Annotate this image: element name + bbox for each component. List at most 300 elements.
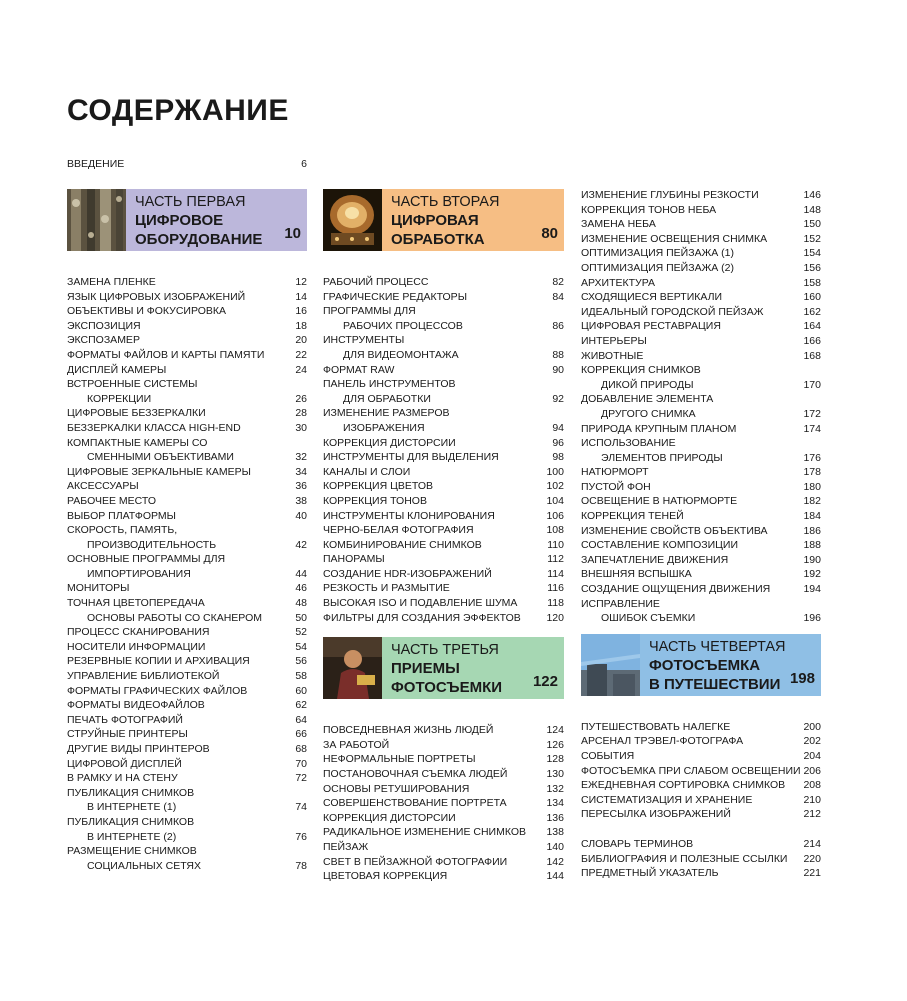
entry-title: РЕЗКОСТЬ И РАЗМЫТИЕ (323, 582, 450, 595)
toc-entry[interactable] (581, 749, 821, 764)
entry-title: КОРРЕКЦИЯ ЦВЕТОВ (323, 480, 433, 493)
toc-entry[interactable] (581, 363, 821, 378)
entry-title: ОПТИМИЗАЦИЯ ПЕЙЗАЖА (1) (581, 247, 735, 260)
entry-page: 170 (803, 378, 821, 391)
toc-entry[interactable] (67, 509, 307, 524)
toc-entry[interactable] (323, 363, 564, 378)
part1-entries (67, 275, 307, 873)
entry-title: КАНАЛЫ И СЛОИ (323, 465, 411, 478)
entry-title: ФОРМАТ RAW (323, 363, 395, 376)
toc-entry[interactable] (323, 767, 564, 782)
entry-title: ЦИФРОВОЙ ДИСПЛЕЙ (67, 757, 182, 770)
entry-page: 82 (552, 276, 564, 288)
toc-entry[interactable] (581, 494, 821, 509)
toc-entry[interactable] (67, 436, 307, 451)
entry-title: ИНТЕРЬЕРЫ (581, 334, 647, 347)
entry-title: ЭКСПОЗИЦИЯ (67, 319, 141, 332)
toc-entry[interactable] (323, 825, 564, 840)
entry-page: 92 (552, 392, 564, 405)
toc-entry[interactable] (67, 552, 307, 567)
entry-page: 32 (295, 451, 307, 464)
entry-page: 116 (547, 582, 564, 595)
entry-title: СОЗДАНИЕ ОЩУЩЕНИЯ ДВИЖЕНИЯ (581, 583, 771, 596)
toc-entry[interactable] (323, 333, 564, 348)
entry-title: ИСПРАВЛЕНИЕ (581, 597, 660, 610)
entry-title: ИЗМЕНЕНИЕ ГЛУБИНЫ РЕЗКОСТИ (581, 189, 759, 201)
toc-entry[interactable] (67, 421, 307, 436)
toc-entry[interactable] (323, 392, 564, 407)
entry-page: 178 (803, 466, 821, 479)
toc-entry[interactable] (581, 392, 821, 407)
entry-page: 56 (295, 655, 307, 668)
toc-entry-intro[interactable] (67, 157, 307, 172)
part-name-line2: В ПУТЕШЕСТВИИ (649, 675, 781, 693)
entry-page: 34 (295, 465, 307, 478)
entry-page: 110 (547, 538, 564, 551)
entry-title: ЖИВОТНЫЕ (581, 349, 644, 362)
entry-title: ЭКСПОЗАМЕР (67, 334, 140, 347)
toc-entry[interactable] (67, 757, 307, 772)
entry-title: БИБЛИОГРАФИЯ И ПОЛЕЗНЫЕ ССЫЛКИ (581, 852, 788, 865)
toc-entry[interactable] (67, 363, 307, 378)
toc-entry[interactable] (323, 752, 564, 767)
entry-title: ИЗМЕНЕНИЕ РАЗМЕРОВ (323, 407, 450, 420)
entry-page: 64 (295, 713, 307, 726)
entry-page: 206 (803, 764, 821, 777)
entry-page: 158 (803, 276, 821, 289)
toc-entry[interactable] (67, 625, 307, 640)
toc-entry[interactable] (67, 523, 307, 538)
toc-entry[interactable] (67, 727, 307, 742)
toc-entry[interactable] (581, 553, 821, 568)
entry-title: ЦИФРОВАЯ РЕСТАВРАЦИЯ (581, 320, 721, 333)
entry-title: ПОВСЕДНЕВНАЯ ЖИЗНЬ ЛЮДЕЙ (323, 724, 494, 737)
entry-title: ВЫСОКАЯ ISO И ПОДАВЛЕНИЕ ШУМА (323, 597, 518, 610)
entry-page: 54 (295, 640, 307, 653)
entry-title: ЭЛЕМЕНТОВ ПРИРОДЫ (601, 451, 723, 464)
toc-entry[interactable] (323, 406, 564, 421)
entry-title: ПЕЧАТЬ ФОТОГРАФИЙ (67, 713, 183, 726)
entry-page: 168 (803, 349, 821, 362)
entry-title: НЕФОРМАЛЬНЫЕ ПОРТРЕТЫ (323, 753, 476, 766)
entry-title: ПРИРОДА КРУПНЫМ ПЛАНОМ (581, 422, 737, 435)
entry-title: АРСЕНАЛ ТРЭВЕЛ-ФОТОГРАФА (581, 735, 744, 748)
entry-page: 108 (546, 524, 564, 537)
entry-title: ИНСТРУМЕНТЫ ДЛЯ ВЫДЕЛЕНИЯ (323, 451, 499, 464)
entry-title: ПУТЕШЕСТВОВАТЬ НАЛЕГКЕ (581, 720, 731, 733)
toc-entry[interactable] (323, 581, 564, 596)
toc-entry[interactable] (581, 465, 821, 480)
toc-entry[interactable] (67, 479, 307, 494)
entry-page: 132 (546, 782, 564, 795)
entry-page: 76 (295, 830, 307, 843)
toc-entry[interactable] (67, 611, 307, 626)
entry-title: СОСТАВЛЕНИЕ КОМПОЗИЦИИ (581, 539, 739, 552)
toc-entry[interactable] (581, 378, 821, 393)
part-name-line2: ФОТОСЪЕМКИ (391, 679, 503, 697)
entry-title: ЗАМЕНА ПЛЕНКЕ (67, 276, 156, 288)
toc-entry[interactable] (323, 611, 564, 626)
toc-entry[interactable] (581, 509, 821, 524)
entry-title: СХОДЯЩИЕСЯ ВЕРТИКАЛИ (581, 291, 723, 304)
entry-page: 42 (295, 538, 307, 551)
toc-entry[interactable] (323, 567, 564, 582)
toc-entry[interactable] (323, 479, 564, 494)
entry-page: 28 (295, 407, 307, 420)
entry-page: 24 (295, 363, 307, 376)
entry-title: ОСВЕЩЕНИЕ В НАТЮРМОРТЕ (581, 495, 738, 508)
toc-entry[interactable] (581, 451, 821, 466)
entry-title: НАТЮРМОРТ (581, 466, 649, 479)
entry-page: 50 (295, 611, 307, 624)
toc-entry[interactable] (323, 377, 564, 392)
toc-entry[interactable] (581, 290, 821, 305)
sky-building-photo (581, 634, 640, 696)
entry-title: РАБОЧИХ ПРОЦЕССОВ (343, 319, 463, 332)
part-banner-4[interactable] (581, 634, 821, 696)
entry-page: 180 (803, 480, 821, 493)
entry-page: 44 (295, 567, 307, 580)
entry-page: 96 (552, 436, 564, 449)
toc-entry[interactable] (581, 538, 821, 553)
toc-entry[interactable] (67, 640, 307, 655)
toc-column-2 (323, 189, 564, 884)
toc-entry[interactable] (323, 840, 564, 855)
entry-title: КОМБИНИРОВАНИЕ СНИМКОВ (323, 538, 482, 551)
entry-page: 220 (803, 852, 821, 865)
entry-title: СВЕТ В ПЕЙЗАЖНОЙ ФОТОГРАФИИ (323, 855, 508, 868)
entry-title: КОРРЕКЦИЯ ДИСТОРСИИ (323, 811, 456, 824)
entry-title: ИЗМЕНЕНИЕ СВОЙСТВ ОБЪЕКТИВА (581, 524, 768, 537)
entry-title: КОРРЕКЦИЯ ТОНОВ (323, 494, 427, 507)
toc-entry[interactable] (323, 723, 564, 738)
toc-entry[interactable] (581, 778, 821, 793)
toc-entry[interactable] (67, 698, 307, 713)
part2-continued-entries (581, 188, 821, 626)
entry-page: 46 (295, 582, 307, 595)
toc-entry[interactable] (323, 869, 564, 884)
entry-page: 18 (295, 319, 307, 332)
toc-entry[interactable] (67, 567, 307, 582)
part-name-line1: ЦИФРОВАЯ (391, 212, 479, 229)
toc-entry[interactable] (581, 232, 821, 247)
toc-entry[interactable] (581, 866, 821, 881)
entry-page: 118 (547, 597, 564, 610)
entry-title: РАБОЧИЙ ПРОЦЕСС (323, 276, 429, 288)
toc-entry[interactable] (67, 377, 307, 392)
entry-title: ЦИФРОВЫЕ ЗЕРКАЛЬНЫЕ КАМЕРЫ (67, 465, 251, 478)
toc-entry[interactable] (67, 538, 307, 553)
toc-entry[interactable] (323, 304, 564, 319)
entry-title: ИДЕАЛЬНЫЙ ГОРОДСКОЙ ПЕЙЗАЖ (581, 305, 764, 318)
toc-entry[interactable] (323, 523, 564, 538)
entry-page: 26 (295, 392, 307, 405)
toc-entry[interactable] (581, 261, 821, 276)
entry-title: КОРРЕКЦИЯ ДИСТОРСИИ (323, 436, 456, 449)
entry-title: ЗА РАБОТОЙ (323, 738, 390, 751)
toc-entry[interactable] (323, 509, 564, 524)
part-banner-2[interactable] (323, 189, 564, 251)
part-label: ЧАСТЬ ПЕРВАЯ (135, 194, 246, 210)
toc-entry[interactable] (323, 275, 564, 290)
toc-entry[interactable] (581, 246, 821, 261)
entry-title: ПЕРЕСЫЛКА ИЗОБРАЖЕНИЙ (581, 808, 731, 821)
part-banner-1[interactable] (67, 189, 307, 251)
toc-entry[interactable] (67, 713, 307, 728)
entry-page: 166 (803, 334, 821, 347)
entry-page: 100 (546, 465, 564, 478)
entry-page: 136 (546, 811, 564, 824)
toc-entry[interactable] (67, 786, 307, 801)
entry-page: 74 (295, 801, 307, 814)
portrait-photo (323, 637, 382, 699)
entry-title: ПРОЦЕСС СКАНИРОВАНИЯ (67, 626, 210, 639)
entry-page: 148 (803, 203, 821, 216)
entry-page: 22 (295, 348, 307, 361)
entry-title: ПУСТОЙ ФОН (581, 480, 651, 493)
part-page: 122 (532, 673, 558, 691)
toc-entry[interactable] (67, 800, 307, 815)
entry-page: 90 (552, 363, 564, 376)
part3-entries (323, 723, 564, 884)
entry-page: 78 (295, 859, 307, 872)
entry-title: РАЗМЕЩЕНИЕ СНИМКОВ (67, 845, 197, 858)
toc-entry[interactable] (581, 480, 821, 495)
entry-page: 98 (552, 451, 564, 464)
entry-title: СОЗДАНИЕ HDR-ИЗОБРАЖЕНИЙ (323, 567, 492, 580)
toc-entry[interactable] (323, 855, 564, 870)
toc-entry[interactable] (581, 436, 821, 451)
entry-page: 48 (295, 597, 307, 610)
part-name-line1: ЦИФРОВОЕ (135, 212, 224, 229)
entry-title: В ИНТЕРНЕТЕ (2) (87, 830, 177, 843)
entry-title: ДОБАВЛЕНИЕ ЭЛЕМЕНТА (581, 393, 714, 406)
toc-entry[interactable] (581, 764, 821, 779)
entry-page: 186 (803, 524, 821, 537)
entry-title: СТРУЙНЫЕ ПРИНТЕРЫ (67, 728, 188, 741)
entry-page: 106 (546, 509, 564, 522)
part-page: 80 (541, 225, 558, 242)
entry-page: 138 (546, 826, 564, 839)
toc-entry[interactable] (67, 450, 307, 465)
toc-entry[interactable] (323, 494, 564, 509)
part-name-line2: ОБРАБОТКА (391, 231, 485, 248)
entry-title: ПАНЕЛЬ ИНСТРУМЕНТОВ (323, 378, 456, 391)
toc-entry[interactable] (581, 188, 821, 203)
toc-entry[interactable] (581, 334, 821, 349)
toc-entry[interactable] (581, 407, 821, 422)
toc-entry[interactable] (67, 581, 307, 596)
entry-page: 144 (546, 870, 564, 883)
entry-page: 70 (295, 757, 307, 770)
toc-entry[interactable] (323, 738, 564, 753)
part-name-line1: ПРИЕМЫ (391, 660, 460, 678)
entry-title: ЦИФРОВЫЕ БЕЗЗЕРКАЛКИ (67, 407, 206, 420)
entry-title: В РАМКУ И НА СТЕНУ (67, 772, 178, 785)
entry-title: БЕЗЗЕРКАЛКИ КЛАССА HIGH-END (67, 421, 241, 434)
part-page: 10 (284, 225, 301, 242)
toc-entry[interactable] (323, 538, 564, 553)
entry-title: ЗАПЕЧАТЛЕНИЕ ДВИЖЕНИЯ (581, 553, 729, 566)
toc-entry[interactable] (581, 611, 821, 626)
entry-page: 162 (803, 305, 821, 318)
entry-page: 94 (552, 421, 564, 434)
entry-title: ФОТОСЪЕМКА ПРИ СЛАБОМ ОСВЕЩЕНИИ (581, 764, 801, 777)
toc-entry[interactable] (67, 771, 307, 786)
entry-page: 12 (295, 276, 307, 288)
entry-title: КОРРЕКЦИЯ ТОНОВ НЕБА (581, 203, 717, 216)
toc-entry[interactable] (581, 567, 821, 582)
toc-entry[interactable] (67, 859, 307, 874)
part-label: ЧАСТЬ ВТОРАЯ (391, 194, 500, 210)
entry-title: ОСНОВЫ РАБОТЫ СО СКАНЕРОМ (87, 611, 262, 624)
part-page: 198 (789, 669, 815, 687)
toc-entry[interactable] (67, 304, 307, 319)
entry-page: 140 (546, 841, 564, 853)
entry-page: 62 (295, 699, 307, 712)
entry-page: 184 (803, 510, 821, 523)
entry-title: ЕЖЕДНЕВНАЯ СОРТИРОВКА СНИМКОВ (581, 779, 786, 792)
entry-title: ФОРМАТЫ ВИДЕОФАЙЛОВ (67, 699, 205, 712)
toc-entry[interactable] (581, 305, 821, 320)
entry-page: 176 (803, 451, 821, 464)
entry-title: ДИСПЛЕЙ КАМЕРЫ (67, 363, 167, 376)
toc-entry[interactable] (581, 852, 821, 867)
toc-column-1 (67, 189, 307, 873)
toc-entry[interactable] (581, 203, 821, 218)
part4-entries (581, 720, 821, 822)
toc-entry[interactable] (67, 392, 307, 407)
entry-page: 52 (295, 626, 307, 639)
toc-entry[interactable] (67, 654, 307, 669)
toc-entry[interactable] (581, 582, 821, 597)
entry-page: 192 (803, 568, 821, 581)
camera-parts-photo (67, 189, 126, 251)
entry-page: 88 (552, 348, 564, 361)
toc-entry[interactable] (67, 319, 307, 334)
toc-entry[interactable] (323, 782, 564, 797)
toc-entry[interactable] (67, 465, 307, 480)
entry-title: МОНИТОРЫ (67, 582, 130, 595)
entry-title: АРХИТЕКТУРА (581, 276, 656, 289)
entry-page: 188 (803, 539, 821, 552)
part-name-line1: ФОТОСЪЕМКА (649, 656, 761, 674)
toc-entry[interactable] (581, 597, 821, 612)
toc-entry[interactable] (581, 524, 821, 539)
toc-entry[interactable] (323, 290, 564, 305)
toc-entry[interactable] (67, 406, 307, 421)
entry-title: ФИЛЬТРЫ ДЛЯ СОЗДАНИЯ ЭФФЕКТОВ (323, 611, 521, 624)
entry-title: ПРОИЗВОДИТЕЛЬНОСТЬ (87, 538, 217, 551)
entry-page: 14 (295, 290, 307, 303)
toc-entry[interactable] (323, 811, 564, 826)
toc-entry[interactable] (67, 494, 307, 509)
entry-page: 212 (803, 808, 821, 821)
toc-entry[interactable] (67, 815, 307, 830)
toc-entry[interactable] (323, 319, 564, 334)
toc-entry[interactable] (581, 837, 821, 852)
entry-page: 104 (546, 494, 564, 507)
toc-entry[interactable] (323, 465, 564, 480)
entry-page: 190 (803, 553, 821, 566)
toc-entry[interactable] (67, 844, 307, 859)
toc-entry[interactable] (67, 742, 307, 757)
entry-page: 221 (803, 867, 821, 880)
toc-entry[interactable] (67, 333, 307, 348)
entry-title: ДЛЯ ОБРАБОТКИ (343, 392, 431, 405)
toc-entry[interactable] (323, 436, 564, 451)
toc-entry[interactable] (67, 275, 307, 290)
toc-entry[interactable] (67, 596, 307, 611)
entry-page: 174 (803, 422, 821, 435)
entry-title: СИСТЕМАТИЗАЦИЯ И ХРАНЕНИЕ (581, 793, 753, 806)
toc-entry[interactable] (323, 421, 564, 436)
toc-entry[interactable] (67, 290, 307, 305)
entry-title: ТОЧНАЯ ЦВЕТОПЕРЕДАЧА (67, 597, 205, 610)
toc-entry[interactable] (581, 276, 821, 291)
entry-title: ОБЪЕКТИВЫ И ФОКУСИРОВКА (67, 305, 227, 318)
entry-title: ОСНОВНЫЕ ПРОГРАММЫ ДЛЯ (67, 553, 226, 566)
toc-entry[interactable] (323, 450, 564, 465)
entry-title: НОСИТЕЛИ ИНФОРМАЦИИ (67, 640, 206, 653)
entry-title: ФОРМАТЫ ФАЙЛОВ И КАРТЫ ПАМЯТИ (67, 348, 265, 361)
entry-title: КОМПАКТНЫЕ КАМЕРЫ СО (67, 436, 208, 449)
entry-page: 120 (546, 611, 564, 624)
toc-entry[interactable] (581, 734, 821, 749)
entry-page: 146 (803, 189, 821, 201)
entry-title: ДИКОЙ ПРИРОДЫ (601, 378, 694, 391)
entry-title: ВСТРОЕННЫЕ СИСТЕМЫ (67, 378, 198, 391)
entry-title: ОСНОВЫ РЕТУШИРОВАНИЯ (323, 782, 470, 795)
entry-title: УПРАВЛЕНИЕ БИБЛИОТЕКОЙ (67, 670, 220, 683)
entry-page: 114 (547, 567, 564, 580)
entry-title: ИНСТРУМЕНТЫ КЛОНИРОВАНИЯ (323, 509, 495, 522)
entry-page: 160 (803, 291, 821, 304)
toc-entry[interactable] (67, 830, 307, 845)
entry-title: АКСЕССУАРЫ (67, 480, 139, 493)
entry-title: РАБОЧЕЕ МЕСТО (67, 494, 157, 507)
toc-entry[interactable] (581, 793, 821, 808)
entry-title: ПАНОРАМЫ (323, 553, 385, 566)
entry-page: 210 (803, 793, 821, 806)
entry-title: КОРРЕКЦИЯ ТЕНЕЙ (581, 510, 684, 523)
toc-entry[interactable] (67, 669, 307, 684)
entry-page: 6 (301, 158, 307, 170)
toc-entry[interactable] (323, 796, 564, 811)
glowing-dome-photo (323, 189, 382, 251)
toc-entry[interactable] (581, 217, 821, 232)
entry-page: 102 (546, 480, 564, 493)
page-title: СОДЕРЖАНИЕ (67, 94, 289, 127)
entry-title: ДРУГОГО СНИМКА (601, 407, 696, 420)
toc-entry[interactable] (581, 422, 821, 437)
toc-entry[interactable] (67, 684, 307, 699)
entry-page: 40 (295, 509, 307, 522)
toc-entry[interactable] (323, 596, 564, 611)
part-banner-3[interactable] (323, 637, 564, 699)
toc-entry[interactable] (581, 807, 821, 822)
entry-title: СЛОВАРЬ ТЕРМИНОВ (581, 837, 694, 850)
toc-entry[interactable] (67, 348, 307, 363)
entry-page: 150 (803, 218, 821, 231)
toc-entry[interactable] (323, 552, 564, 567)
toc-entry[interactable] (323, 348, 564, 363)
toc-entry[interactable] (581, 319, 821, 334)
entry-page: 196 (803, 612, 821, 625)
toc-column-3 (581, 188, 821, 881)
toc-entry[interactable] (581, 720, 821, 735)
toc-entry[interactable] (581, 349, 821, 364)
